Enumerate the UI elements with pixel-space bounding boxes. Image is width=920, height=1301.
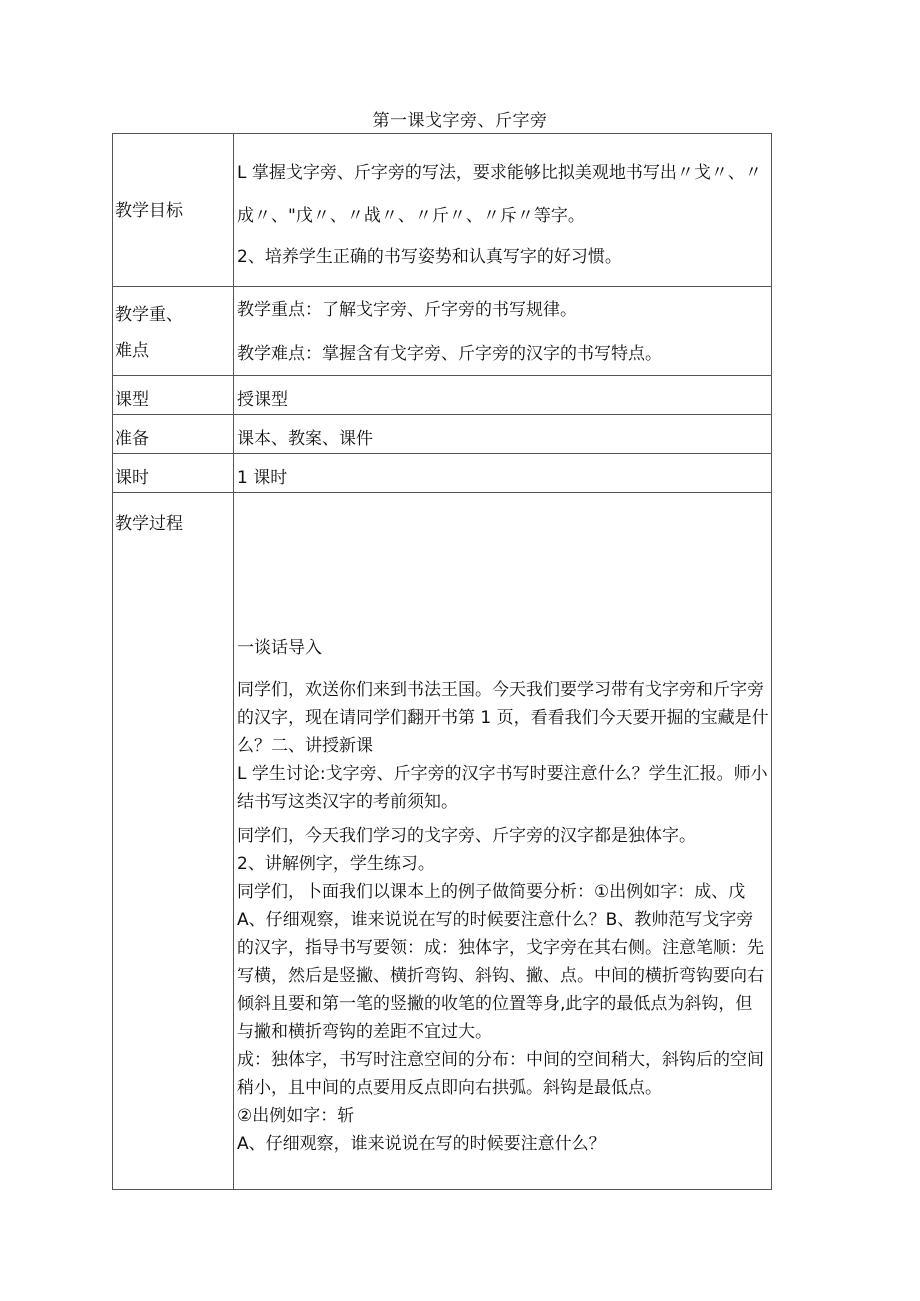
- process-paragraph: A、仔细观察，谁来说说在写的时候要注意什么？B、教帅范写戈字旁的汉字，指导书写要领：成：独体字，戈字旁在其右侧。注意笔顺：先写横，然后是竖撇、横折弯钩、斜钩、撇、点。中间的横折弯钩要向右倾斜且要和第一笔的竖撇的收笔的位置等身,此字的最低点为斜钩，但与撇和横折弯钩的差距不宜过大。: [237, 910, 764, 1042]
- row-lesson-type: [113, 376, 772, 415]
- document-title: 第一课戈字旁、斤字旁: [372, 111, 548, 131]
- key-points-label-line-1: 教学重、: [115, 305, 183, 325]
- process-paragraph: 同学们，卜面我们以课本上的例子做简要分析：①出例如字：成、戊: [237, 882, 746, 902]
- key-points-label: [115, 287, 233, 369]
- row-key-points: [113, 287, 772, 376]
- process-body: [237, 658, 769, 1158]
- label-cell: [113, 376, 234, 415]
- content-cell: [234, 415, 772, 454]
- lesson-type-value: 授课型: [237, 390, 288, 410]
- class-hours-label: 课时: [115, 468, 149, 488]
- label-cell: [113, 134, 234, 287]
- process-paragraph: L 学生讨论:戈字旁、斤字旁的汉字书写时要注意什么？学生汇报。师小结书写这类汉字的考前须知。: [237, 764, 768, 812]
- content-cell: [234, 376, 772, 415]
- goals-label: 教学目标: [115, 201, 183, 221]
- row-class-hours: [113, 454, 772, 493]
- lesson-type-label: 课型: [115, 390, 149, 410]
- process-paragraph: 同学们，欢送你们来到书法王国。今天我们要学习带有戈字旁和斤字旁的汉字，现在请同学们翻开书第 1 页，看看我们今天要开掘的宝藏是什么？二、讲授新课: [237, 680, 769, 756]
- process-label: 教学过程: [115, 514, 183, 534]
- goal-item-1: L 掌握戈字旁、斤字旁的写法，要求能够比拟美观地书写出〃戈〃、〃成〃、"戊〃、〃战〃、〃斤〃、〃斥〃等字。: [237, 163, 762, 226]
- label-cell: [113, 493, 234, 1190]
- key-points-label-line-2: 难点: [115, 341, 149, 361]
- row-teaching-goals: [113, 134, 772, 287]
- process-paragraph: A、仔细观察，谁来说说在写的时候要注意什么？: [237, 1134, 606, 1154]
- preparation-value: 课本、教案、课件: [237, 429, 373, 449]
- teaching-focus: 教学重点：了解戈字旁、斤字旁的书写规律。: [237, 300, 577, 320]
- row-teaching-process: [113, 493, 772, 1190]
- process-paragraph: 2、讲解例字，学生练习。: [237, 854, 435, 874]
- label-cell: [113, 454, 234, 493]
- row-preparation: [113, 415, 772, 454]
- content-cell: [234, 493, 772, 1190]
- content-cell: [234, 454, 772, 493]
- label-cell: [113, 287, 234, 376]
- process-paragraph: ②出例如字：斩: [237, 1106, 355, 1126]
- process-heading: 一谈话导入: [237, 638, 322, 658]
- class-hours-value: 1 课时: [237, 468, 288, 488]
- teaching-difficulty: 教学难点：掌握含有戈字旁、斤字旁的汉字的书写特点。: [237, 344, 662, 364]
- process-paragraph: 同学们，今天我们学习的戈字旁、斤字旁的汉字都是独体字。: [237, 826, 696, 846]
- content-cell: [234, 134, 772, 287]
- goal-item-2: 2、培养学生正确的书写姿势和认真写字的好习惯。: [237, 247, 622, 267]
- preparation-label: 准备: [115, 429, 149, 449]
- content-cell: [234, 287, 772, 376]
- lesson-plan-table: [112, 133, 772, 1190]
- label-cell: [113, 415, 234, 454]
- process-paragraph: 成：独体字，书写时注意空间的分布：中间的空间稍大，斜钩后的空间稍小，且中间的点要用反点即向右拱弧。斜钩是最低点。: [237, 1050, 764, 1098]
